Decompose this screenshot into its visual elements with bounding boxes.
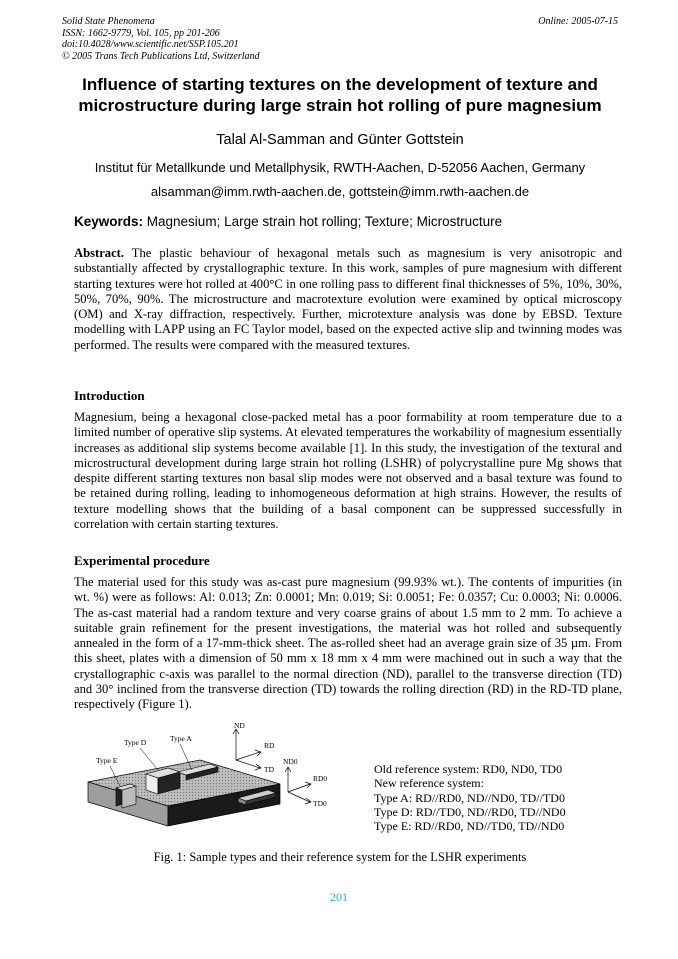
reference-system-legend bbox=[374, 762, 566, 833]
page-number: 201 bbox=[330, 890, 348, 904]
title-line-1: Influence of starting textures on the development of texture and bbox=[82, 75, 598, 94]
online-date: Online: 2005-07-15 bbox=[538, 16, 618, 27]
ref-line-5: Type E: RD//RD0, ND//TD0, TD//ND0 bbox=[374, 819, 565, 834]
issn: ISSN: 1662-9779, Vol. 105, pp 201-206 bbox=[62, 27, 220, 39]
affiliation: Institut für Metallkunde und Metallphysik, RWTH-Aachen, D-52056 Aachen, Germany bbox=[94, 160, 586, 175]
figure-caption: Fig. 1: Sample types and their reference system for the LSHR experiments bbox=[153, 850, 527, 864]
paper-title bbox=[60, 74, 620, 116]
title-line-2: microstructure during large strain hot rolling of pure magnesium bbox=[78, 96, 602, 115]
ref-line-3: Type A: RD//RD0, ND//ND0, TD//TD0 bbox=[374, 790, 565, 805]
copyright: © 2005 Trans Tech Publications Ltd, Switzerland bbox=[62, 50, 260, 62]
keywords bbox=[74, 214, 634, 229]
journal-header bbox=[62, 16, 618, 62]
introduction-heading: Introduction bbox=[74, 388, 145, 403]
ref-line-4: Type D: RD//TD0, ND//RD0, TD//ND0 bbox=[374, 804, 566, 819]
rd0-label: RD0 bbox=[313, 774, 328, 783]
abstract-text: The plastic behaviour of hexagonal metals such as magnesium is very anisotropic and substantially affected by crystallographic texture. In this work, samples of pure magnesium with different starting textures were hot rolled at 400°C in one rolling pass to different final thicknesses of 5%, 10%, 30%, 50%, 70%, 90%. The microstructure and macrotexture evolution were examined by optical microscopy (OM) and X-ray diffraction, respectively. Further, microtexture analysis was done by EBSD. Texture modelling with LAPP using an FC Taylor model, based on the expected active slip and twinning modes was performed. The results were compared with the measured textures. bbox=[74, 246, 622, 352]
experimental-text: The material used for this study was as-cast pure magnesium (99.93% wt.). The contents of impurities (in wt. %) were as follows: Al: 0.013; Zn: 0.0001; Mn: 0.019; Si: 0.0051; Fe: 0.0357; Cu: 0.0003; Ni: 0.0006. The as-cast material had a random texture and very coarse grains of about 1.5 mm to 2 mm. To achieve a suitable grain refinement for the present investigations, the material was hot rolled and subsequently annealed in the form of a 17-mm-thick sheet. The as-rolled sheet had an average grain size of 35 µm. From this sheet, plates with a dimension of 50 mm x 18 mm x 4 mm were machined out in such a way that the crystallographic c-axis was parallel to the normal direction (ND), parallel to the transverse direction (TD) and 30° inclined from the transverse direction (TD) towards the rolling direction (RD) in the RD-TD plane, respectively (Figure 1). bbox=[74, 575, 622, 712]
keywords-text: Magnesium; Large strain hot rolling; Texture; Microstructure bbox=[143, 214, 503, 229]
new-axes bbox=[233, 729, 261, 770]
introduction-text: Magnesium, being a hexagonal close-packed metal has a poor formability at room temperature due to a limited number of operative slip systems. At elevated temperatures the workability of magnesium essentially increases as additional slip systems become available [1]. In this study, the investigation of the textural and microstructural development during large strain hot rolling (LSHR) of polycrystalline pure Mg shows that despite different starting textures non basal slip modes were not observed and a basal texture was found to be retained during rolling, leading to inhomogeneous deformation at high strains. However, the results of texture modelling shows that the building of a basal component can be suppressed successfully in correlation with certain starting textures. bbox=[74, 410, 622, 532]
reference-axes bbox=[285, 767, 311, 804]
authors: Talal Al-Samman and Günter Gottstein bbox=[216, 132, 464, 148]
experimental-heading: Experimental procedure bbox=[74, 553, 210, 568]
type-e-sample bbox=[116, 784, 136, 808]
ref-line-2: New reference system: bbox=[374, 776, 484, 791]
journal-name: Solid State Phenomena bbox=[62, 16, 155, 27]
td0-label: TD0 bbox=[313, 799, 327, 808]
ref-line-1: Old reference system: RD0, ND0, TD0 bbox=[374, 762, 563, 776]
abstract bbox=[74, 246, 622, 353]
author-emails: alsamman@imm.rwth-aachen.de, gottstein@imm.rwth-aachen.de bbox=[150, 184, 530, 199]
type-d-label: Type D bbox=[124, 738, 147, 747]
type-e-label: Type E bbox=[96, 756, 118, 765]
keywords-label: Keywords: bbox=[74, 214, 144, 229]
type-d-leader bbox=[140, 748, 158, 770]
td-label: TD bbox=[264, 765, 274, 774]
nd0-label: ND0 bbox=[283, 757, 298, 766]
type-a-label: Type A bbox=[170, 734, 192, 743]
doi: doi:10.4028/www.scientific.net/SSP.105.201 bbox=[62, 39, 239, 50]
abstract-label: Abstract. bbox=[74, 246, 125, 260]
nd-label: ND bbox=[234, 722, 245, 730]
sample-types-figure bbox=[80, 722, 350, 840]
rd-label: RD bbox=[264, 741, 275, 750]
